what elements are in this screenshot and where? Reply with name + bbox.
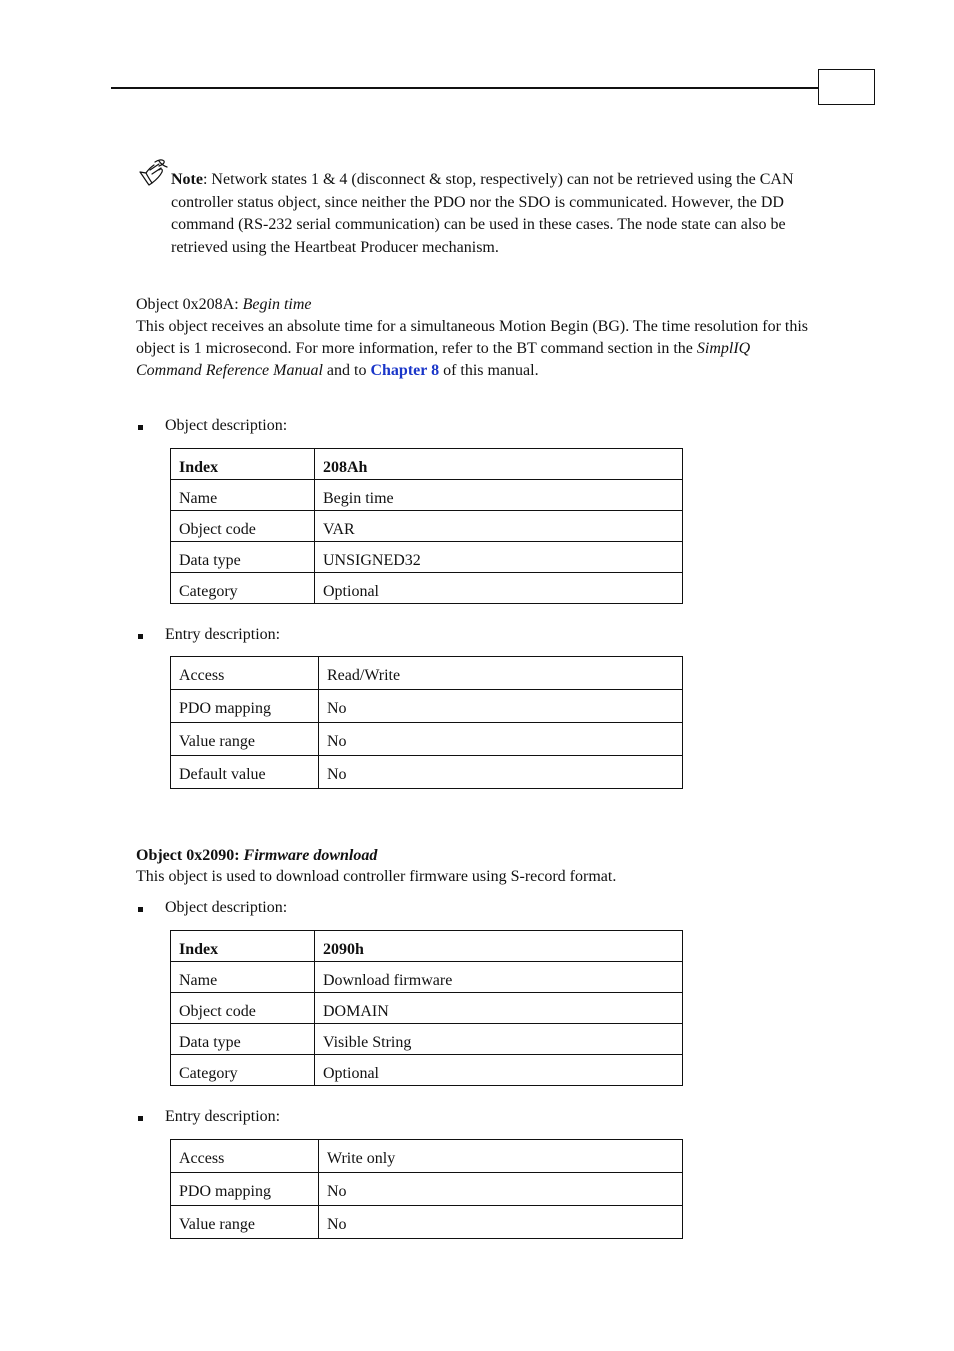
manual-title: SimplIQ Command Reference Manual (136, 340, 751, 379)
table-row: Access Write only (171, 1140, 683, 1173)
note-hand-icon (137, 158, 169, 188)
bullet-square-icon (138, 634, 143, 639)
table-row: Category Optional (171, 573, 683, 604)
table-row: Default value No (171, 756, 683, 789)
object-208a-description (136, 316, 816, 382)
object-208a-heading (136, 294, 816, 316)
object-208a-object-table (170, 448, 683, 604)
object-2090-heading (136, 845, 816, 867)
note-label: Note (171, 171, 203, 188)
note-text: : Network states 1 & 4 (disconnect & stop, respectively) can not be retrieved using the CAN controller status object, since neither the PDO nor the SDO is communicated. However, the DD command (RS-232 serial communication) can be used in these cases. The node state can also be retrieved using the Heartbeat Producer mechanism. (171, 171, 794, 256)
table-row: Index 2090h (171, 931, 683, 962)
table-row: Name Download firmware (171, 962, 683, 993)
object-208a-body-2: and to (322, 362, 371, 379)
page-number-box (818, 69, 875, 105)
object-208a-name: Begin time (242, 296, 312, 313)
table-row: PDO mapping No (171, 1173, 683, 1206)
table-row: Category Optional (171, 1055, 683, 1086)
table-row: Value range No (171, 723, 683, 756)
note-paragraph (171, 169, 811, 259)
object-2090-name: Firmware download (243, 847, 378, 864)
object-2090-object-table (170, 930, 683, 1086)
table-row: PDO mapping No (171, 690, 683, 723)
table-row: Object code DOMAIN (171, 993, 683, 1024)
table-row: Data type UNSIGNED32 (171, 542, 683, 573)
table-row: Name Begin time (171, 480, 683, 511)
bullet-square-icon (138, 907, 143, 912)
bullet-square-icon (138, 1116, 143, 1121)
chapter-8-link[interactable]: Chapter 8 (370, 362, 440, 379)
table-row: Index 208Ah (171, 449, 683, 480)
object-208a-prefix: Object 0x208A: (136, 296, 243, 313)
table-row: Value range No (171, 1206, 683, 1239)
table-row: Object code VAR (171, 511, 683, 542)
object-2090-description: This object is used to download controller firmware using S-record format. (136, 868, 617, 885)
object-2090-prefix: Object 0x2090: (136, 847, 244, 864)
bullet-square-icon (138, 425, 143, 430)
object-208a-body-3: of this manual. (439, 362, 539, 379)
table-row: Access Read/Write (171, 657, 683, 690)
object-208a-entry-table (170, 656, 683, 789)
object-2090-entry-table (170, 1139, 683, 1239)
table-row: Data type Visible String (171, 1024, 683, 1055)
object-208a-body-1: This object receives an absolute time for a simultaneous Motion Begin (BG). The time resolution for this object is 1 microsecond. For more information, refer to the BT command section in the (136, 318, 809, 357)
header-rule (111, 87, 819, 89)
